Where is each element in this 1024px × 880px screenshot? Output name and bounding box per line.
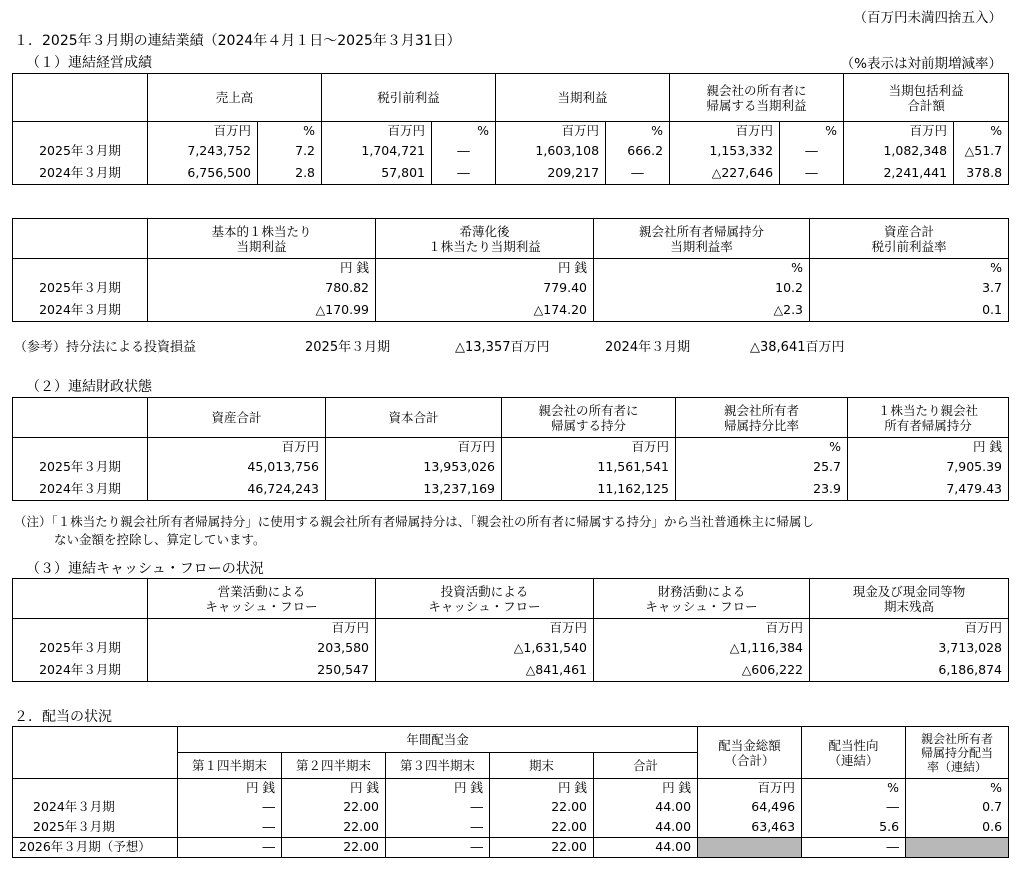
sub2-title: （２）連結財政状態 bbox=[26, 379, 152, 395]
data-cell: ― bbox=[178, 817, 282, 837]
header-financing-cf: 財務活動による キャッシュ・フロー bbox=[594, 579, 810, 619]
unit-cell: 百万円 bbox=[326, 438, 502, 457]
shaded-cell bbox=[698, 837, 802, 857]
unit-cell: % bbox=[258, 122, 322, 141]
sub1-title: （１）連結経営成績 bbox=[26, 55, 152, 71]
data-cell: ― bbox=[802, 797, 906, 817]
unit-blank bbox=[13, 122, 148, 141]
table-row bbox=[13, 659, 1009, 681]
per-share-table bbox=[12, 218, 1009, 322]
header-sales: 売上高 bbox=[148, 74, 322, 122]
unit-cell: 百万円 bbox=[148, 619, 376, 638]
data-cell: 2,241,441 bbox=[844, 162, 954, 184]
data-cell: △51.7 bbox=[954, 140, 1009, 162]
sub3-title: （３）連結キャッシュ・フローの状況 bbox=[26, 561, 264, 577]
operating-results-table bbox=[12, 73, 1009, 185]
data-cell: 1,153,332 bbox=[670, 140, 780, 162]
unit-cell: 百万円 bbox=[148, 438, 326, 457]
header-q3: 第３四半期末 bbox=[386, 753, 490, 779]
unit-cell: % bbox=[780, 122, 844, 141]
header-profit: 当期利益 bbox=[496, 74, 670, 122]
data-cell: 22.00 bbox=[490, 817, 594, 837]
section1-title: １．2025年３月期の連結業績（2024年４月１日～2025年３月31日） bbox=[14, 33, 461, 49]
data-cell: ― bbox=[432, 162, 496, 184]
header-pretax: 税引前利益 bbox=[322, 74, 496, 122]
table-row bbox=[13, 637, 1009, 659]
reference-label: （参考）持分法による投資損益 bbox=[14, 340, 197, 355]
header-cash-end: 現金及び現金同等物 期末残高 bbox=[810, 579, 1009, 619]
unit-cell: 百万円 bbox=[810, 619, 1009, 638]
header-sum: 合計 bbox=[594, 753, 698, 779]
unit-cell: 百万円 bbox=[698, 779, 802, 798]
data-cell: △1,631,540 bbox=[376, 637, 594, 659]
header-roa: 資産合計 税引前利益率 bbox=[810, 219, 1009, 259]
data-cell: 44.00 bbox=[594, 817, 698, 837]
table-row bbox=[13, 299, 1009, 321]
row-label: 2025年３月期 bbox=[13, 817, 178, 837]
unit-cell: 百万円 bbox=[496, 122, 606, 141]
data-cell: 0.1 bbox=[810, 299, 1009, 321]
unit-cell: 円 銭 bbox=[148, 259, 376, 278]
header-owner-profit: 親会社の所有者に 帰属する当期利益 bbox=[670, 74, 844, 122]
note-line-1: （注）「１株当たり親会社所有者帰属持分」に使用する親会社所有者帰属持分は、「親会社の所有者に帰属する持分」から当社普通株主に帰属し bbox=[14, 514, 815, 529]
header-year-end: 期末 bbox=[490, 753, 594, 779]
unit-cell: 百万円 bbox=[844, 122, 954, 141]
data-cell: 22.00 bbox=[282, 797, 386, 817]
data-cell: 3.7 bbox=[810, 277, 1009, 299]
header-total-equity: 資本合計 bbox=[326, 398, 502, 438]
header-dividend-equity-ratio: 親会社所有者 帰属持分配当 率（連結） bbox=[906, 727, 1009, 779]
data-cell: 44.00 bbox=[594, 837, 698, 857]
note-line-2: ない金額を控除し、算定しています。 bbox=[54, 532, 266, 547]
data-cell: 57,801 bbox=[322, 162, 432, 184]
header-roe: 親会社所有者帰属持分 当期利益率 bbox=[594, 219, 810, 259]
reference-value-2: △38,641百万円 bbox=[750, 340, 845, 355]
unit-cell: % bbox=[810, 259, 1009, 278]
header-q2: 第２四半期末 bbox=[282, 753, 386, 779]
header-bps: １株当たり親会社 所有者帰属持分 bbox=[848, 398, 1009, 438]
row-label: 2024年３月期 bbox=[13, 478, 148, 500]
header-blank bbox=[13, 74, 148, 122]
unit-cell: 百万円 bbox=[670, 122, 780, 141]
table-row-forecast bbox=[13, 837, 1009, 857]
data-cell: 1,704,721 bbox=[322, 140, 432, 162]
header-comprehensive: 当期包括利益 合計額 bbox=[844, 74, 1009, 122]
table-row bbox=[13, 277, 1009, 299]
data-cell: 13,953,026 bbox=[326, 456, 502, 478]
row-label: 2024年３月期 bbox=[13, 299, 148, 321]
table-row bbox=[13, 456, 1009, 478]
cash-flow-table bbox=[12, 578, 1009, 682]
unit-cell: 円 銭 bbox=[594, 779, 698, 798]
table-row bbox=[13, 478, 1009, 500]
data-cell: △2.3 bbox=[594, 299, 810, 321]
unit-cell: 円 銭 bbox=[490, 779, 594, 798]
data-cell: ― bbox=[386, 837, 490, 857]
row-label: 2024年３月期 bbox=[13, 162, 148, 184]
data-cell: 250,547 bbox=[148, 659, 376, 681]
unit-blank bbox=[13, 619, 148, 638]
unit-cell: % bbox=[432, 122, 496, 141]
unit-cell: % bbox=[594, 259, 810, 278]
data-cell: 10.2 bbox=[594, 277, 810, 299]
data-cell: 11,162,125 bbox=[502, 478, 676, 500]
reference-value-1: △13,357百万円 bbox=[455, 340, 550, 355]
unit-cell: 百万円 bbox=[376, 619, 594, 638]
row-label: 2026年３月期（予想） bbox=[13, 837, 178, 857]
header-dividend-total: 配当金総額 （合計） bbox=[698, 727, 802, 779]
data-cell: 63,463 bbox=[698, 817, 802, 837]
data-cell: △227,646 bbox=[670, 162, 780, 184]
data-cell: ― bbox=[432, 140, 496, 162]
data-cell: 13,237,169 bbox=[326, 478, 502, 500]
data-cell: 780.82 bbox=[148, 277, 376, 299]
data-cell: 23.9 bbox=[676, 478, 848, 500]
header-owner-equity: 親会社の所有者に 帰属する持分 bbox=[502, 398, 676, 438]
header-basic-eps: 基本的１株当たり 当期利益 bbox=[148, 219, 376, 259]
header-blank bbox=[13, 753, 178, 779]
data-cell: ― bbox=[178, 797, 282, 817]
row-label: 2024年３月期 bbox=[13, 797, 178, 817]
section2-title: ２．配当の状況 bbox=[14, 709, 112, 725]
data-cell: 45,013,756 bbox=[148, 456, 326, 478]
data-cell: △174.20 bbox=[376, 299, 594, 321]
data-cell: 11,561,541 bbox=[502, 456, 676, 478]
unit-blank bbox=[13, 438, 148, 457]
data-cell: △606,222 bbox=[594, 659, 810, 681]
reference-period-2: 2024年３月期 bbox=[605, 340, 691, 355]
unit-cell: % bbox=[954, 122, 1009, 141]
row-label: 2025年３月期 bbox=[13, 140, 148, 162]
table-row bbox=[13, 817, 1009, 837]
row-label: 2024年３月期 bbox=[13, 659, 148, 681]
header-blank bbox=[13, 579, 148, 619]
header-diluted-eps: 希薄化後 １株当たり当期利益 bbox=[376, 219, 594, 259]
row-label: 2025年３月期 bbox=[13, 277, 148, 299]
unit-cell: 円 銭 bbox=[178, 779, 282, 798]
data-cell: ― bbox=[386, 817, 490, 837]
shaded-cell bbox=[906, 837, 1009, 857]
data-cell: 44.00 bbox=[594, 797, 698, 817]
data-cell: 22.00 bbox=[490, 837, 594, 857]
data-cell: 2.8 bbox=[258, 162, 322, 184]
data-cell: 6,756,500 bbox=[148, 162, 258, 184]
data-cell: ― bbox=[178, 837, 282, 857]
data-cell: ― bbox=[606, 162, 670, 184]
unit-cell: 円 銭 bbox=[848, 438, 1009, 457]
unit-cell: 百万円 bbox=[502, 438, 676, 457]
data-cell: 7.2 bbox=[258, 140, 322, 162]
data-cell: 22.00 bbox=[282, 817, 386, 837]
data-cell: 25.7 bbox=[676, 456, 848, 478]
data-cell: 209,217 bbox=[496, 162, 606, 184]
unit-cell: % bbox=[676, 438, 848, 457]
data-cell: ― bbox=[780, 162, 844, 184]
unit-cell: 円 銭 bbox=[282, 779, 386, 798]
header-payout-ratio: 配当性向 （連結） bbox=[802, 727, 906, 779]
unit-cell: % bbox=[906, 779, 1009, 798]
header-investing-cf: 投資活動による キャッシュ・フロー bbox=[376, 579, 594, 619]
data-cell: 0.6 bbox=[906, 817, 1009, 837]
data-cell: 5.6 bbox=[802, 817, 906, 837]
data-cell: 22.00 bbox=[282, 837, 386, 857]
data-cell: 3,713,028 bbox=[810, 637, 1009, 659]
data-cell: ― bbox=[780, 140, 844, 162]
data-cell: 0.7 bbox=[906, 797, 1009, 817]
data-cell: ― bbox=[386, 797, 490, 817]
sub1-note: （%表示は対前期増減率） bbox=[840, 56, 1002, 72]
data-cell: 779.40 bbox=[376, 277, 594, 299]
header-equity-ratio: 親会社所有者 帰属持分比率 bbox=[676, 398, 848, 438]
row-label: 2025年３月期 bbox=[13, 637, 148, 659]
table-row bbox=[13, 797, 1009, 817]
unit-cell: 百万円 bbox=[148, 122, 258, 141]
data-cell: 203,580 bbox=[148, 637, 376, 659]
data-cell: 46,724,243 bbox=[148, 478, 326, 500]
header-annual-dividend: 年間配当金 bbox=[178, 727, 698, 753]
data-cell: ― bbox=[802, 837, 906, 857]
data-cell: 7,905.39 bbox=[848, 456, 1009, 478]
unit-cell: % bbox=[802, 779, 906, 798]
data-cell: 22.00 bbox=[490, 797, 594, 817]
header-total-assets: 資産合計 bbox=[148, 398, 326, 438]
data-cell: △1,116,384 bbox=[594, 637, 810, 659]
unit-cell: 百万円 bbox=[322, 122, 432, 141]
data-cell: 7,243,752 bbox=[148, 140, 258, 162]
data-cell: 1,603,108 bbox=[496, 140, 606, 162]
header-blank bbox=[13, 398, 148, 438]
header-q1: 第１四半期末 bbox=[178, 753, 282, 779]
unit-cell: 百万円 bbox=[594, 619, 810, 638]
data-cell: 6,186,874 bbox=[810, 659, 1009, 681]
data-cell: 378.8 bbox=[954, 162, 1009, 184]
header-blank bbox=[13, 219, 148, 259]
unit-cell: % bbox=[606, 122, 670, 141]
unit-blank bbox=[13, 779, 178, 798]
table-row bbox=[13, 162, 1009, 184]
unit-note: （百万円未満四捨五入） bbox=[853, 10, 1002, 26]
header-blank bbox=[13, 727, 178, 753]
data-cell: 64,496 bbox=[698, 797, 802, 817]
data-cell: 7,479.43 bbox=[848, 478, 1009, 500]
table-row bbox=[13, 140, 1009, 162]
data-cell: 1,082,348 bbox=[844, 140, 954, 162]
financial-position-table bbox=[12, 397, 1009, 501]
dividends-table bbox=[12, 726, 1009, 858]
data-cell: 666.2 bbox=[606, 140, 670, 162]
unit-blank bbox=[13, 259, 148, 278]
header-operating-cf: 営業活動による キャッシュ・フロー bbox=[148, 579, 376, 619]
data-cell: △170.99 bbox=[148, 299, 376, 321]
unit-cell: 円 銭 bbox=[386, 779, 490, 798]
unit-cell: 円 銭 bbox=[376, 259, 594, 278]
data-cell: △841,461 bbox=[376, 659, 594, 681]
row-label: 2025年３月期 bbox=[13, 456, 148, 478]
reference-period-1: 2025年３月期 bbox=[305, 340, 391, 355]
